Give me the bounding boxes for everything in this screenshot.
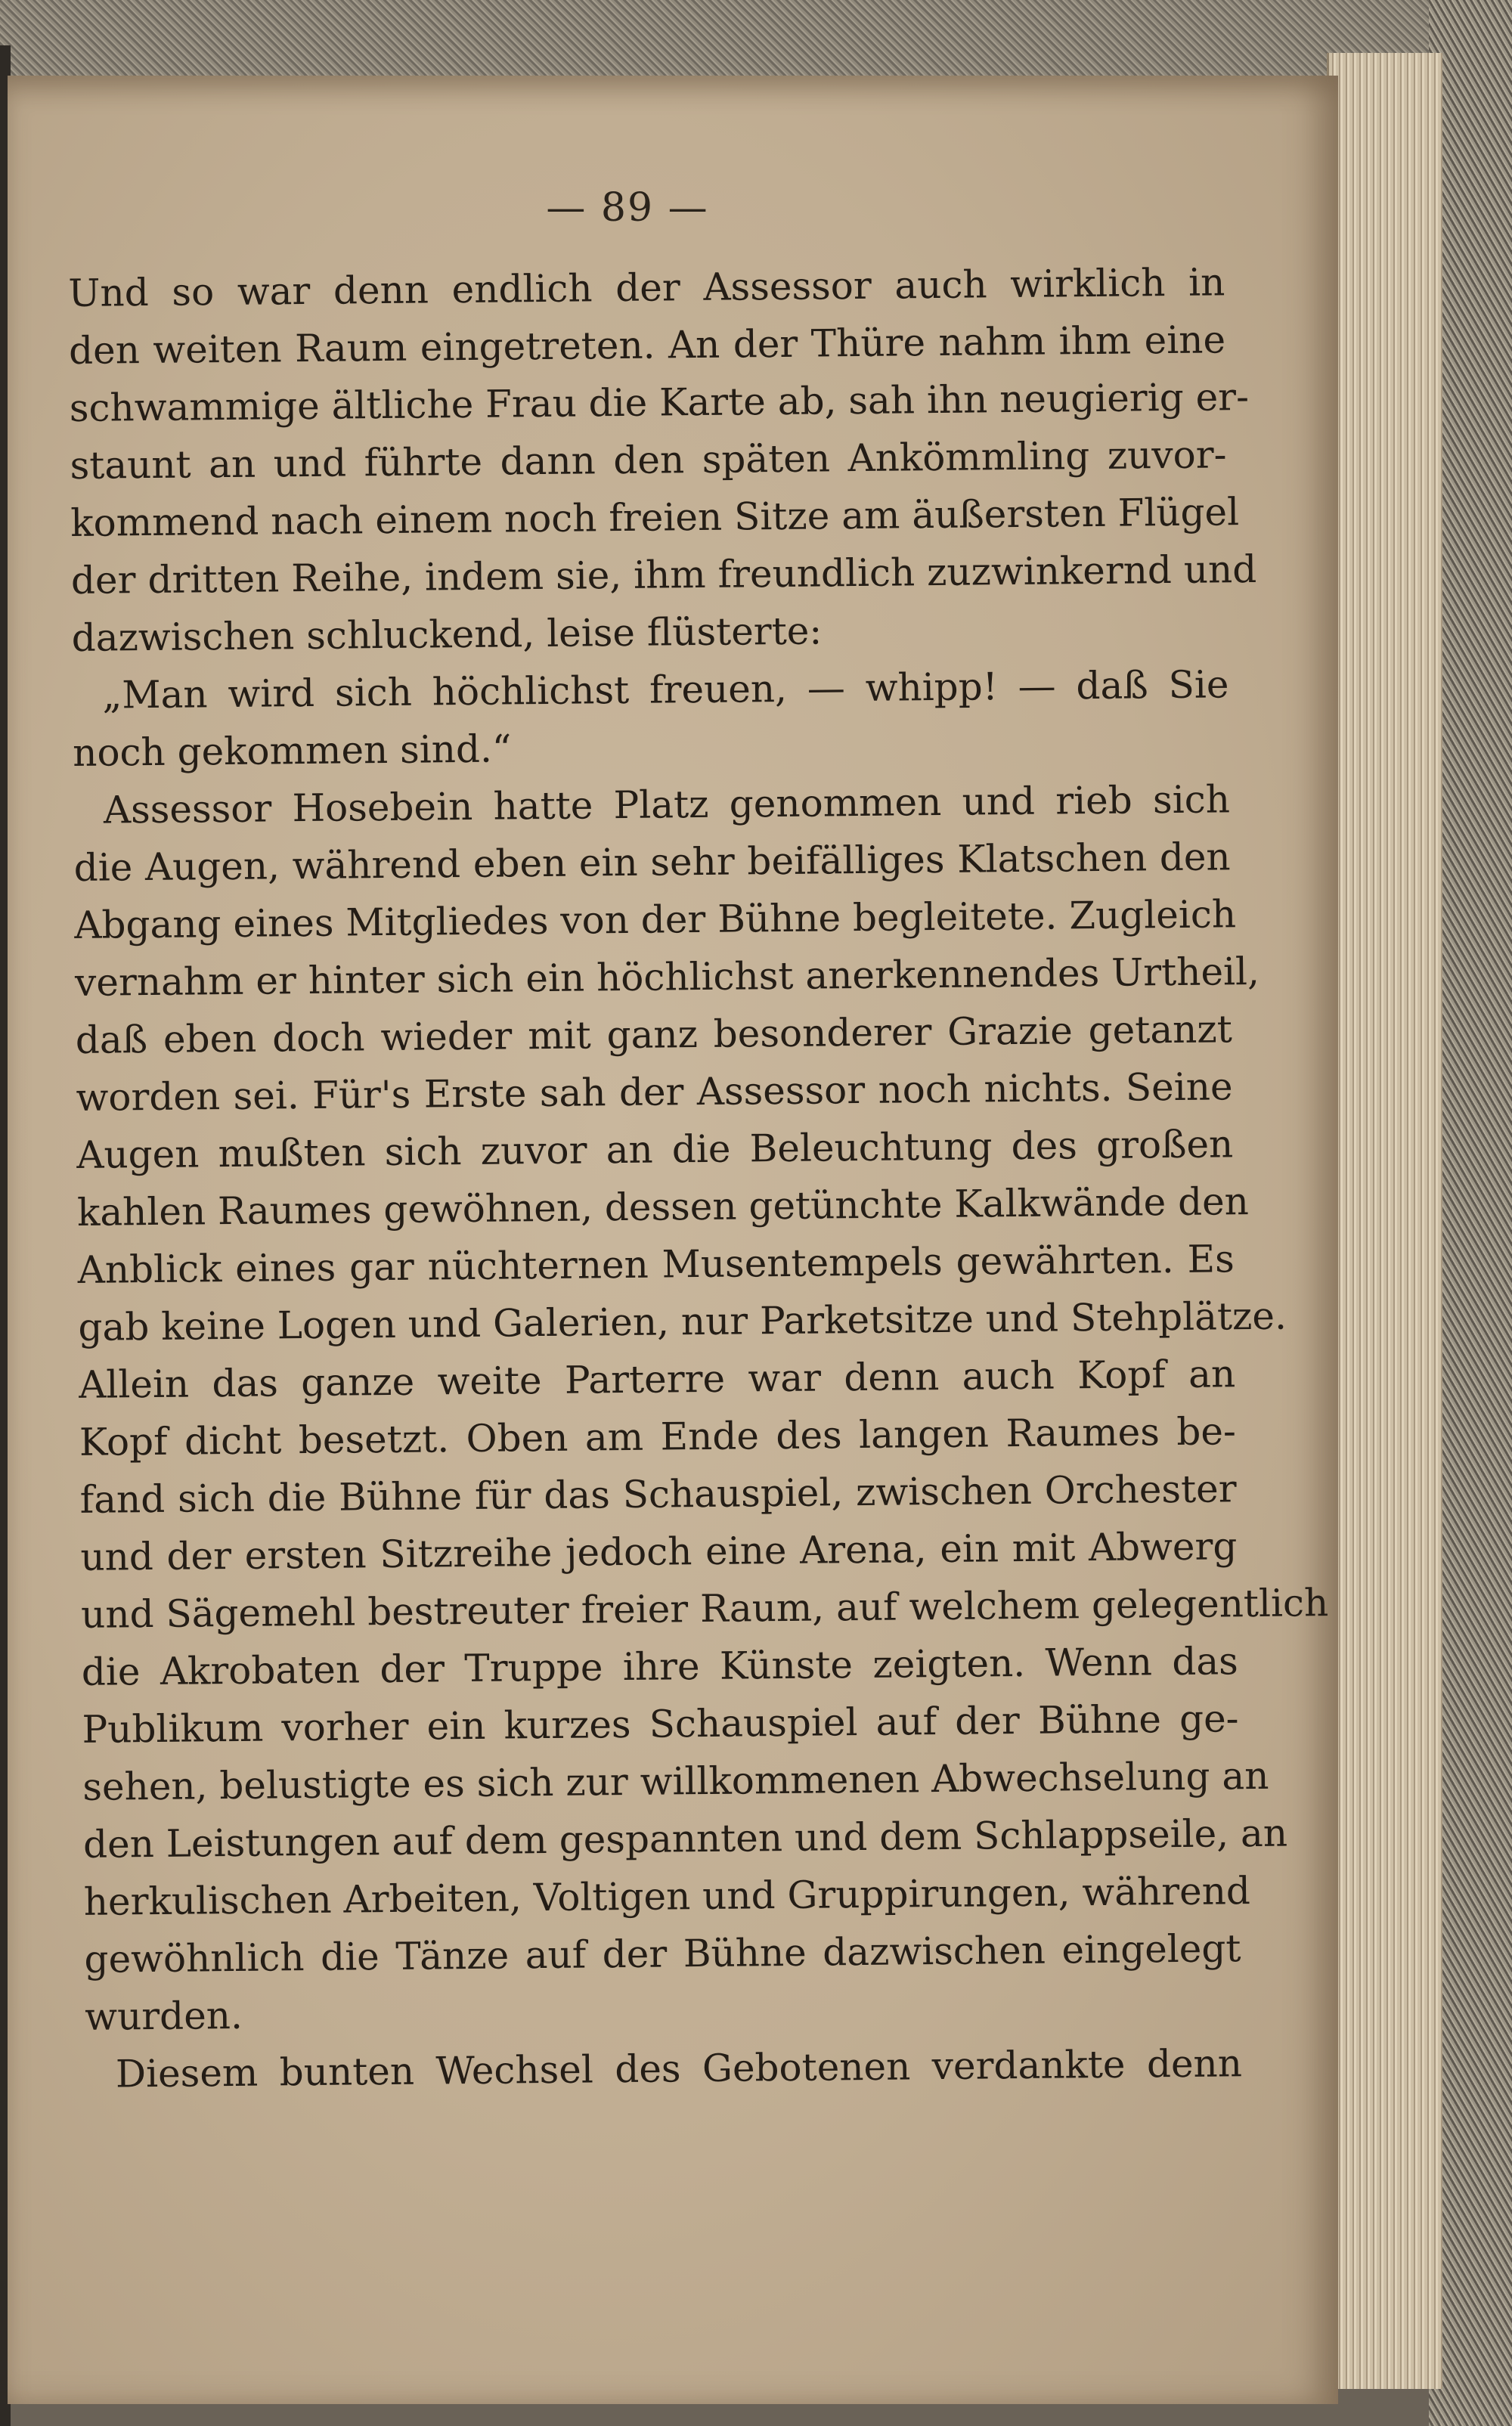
text-line: Allein das ganze weite Parterre war denn auch Kopf an bbox=[78, 1352, 1236, 1407]
body-text bbox=[68, 253, 1329, 2103]
text-line: kahlen Raumes gewöhnen, dessen getünchte Kalkwände den bbox=[76, 1179, 1250, 1235]
text-line: worden sei. Für's Erste sah der Assessor noch nichts. Seine bbox=[76, 1064, 1233, 1120]
text-line: Assessor Hosebein hatte Platz genommen und rieb sich bbox=[103, 777, 1231, 832]
text-line: noch gekommen sind.“ bbox=[72, 727, 512, 775]
text-line: kommend nach einem noch freien Sitze am äußersten Flügel bbox=[70, 490, 1240, 545]
text-line: wurden. bbox=[84, 1993, 243, 2039]
text-line: daß eben doch wieder mit ganz besonderer Grazie getanzt bbox=[75, 1007, 1233, 1062]
page-edges bbox=[1327, 53, 1442, 2389]
text-line: Augen mußten sich zuvor an die Beleuchtung des großen bbox=[76, 1122, 1234, 1177]
text-line: staunt an und führte dann den späten Ankömmling zuvor- bbox=[70, 432, 1227, 488]
text-line: schwammige ältliche Frau die Karte ab, sah ihn neugierig er- bbox=[69, 375, 1250, 430]
text-line: den Leistungen auf dem gespannten und dem Schlappseile, an bbox=[82, 1811, 1288, 1867]
text-line: den weiten Raum eingetreten. An der Thüre nahm ihm eine bbox=[68, 318, 1226, 373]
text-line: gewöhnlich die Tänze auf der Bühne dazwischen eingelegt bbox=[84, 1926, 1241, 1981]
text-line: gab keine Logen und Galerien, nur Parketsitze und Stehplätze. bbox=[78, 1294, 1287, 1349]
text-line: vernahm er hinter sich ein höchlichst anerkennendes Urtheil, bbox=[74, 949, 1260, 1005]
text-line: Anblick eines gar nüchternen Musentempels gewährten. Es bbox=[77, 1237, 1235, 1292]
text-line: die Akrobaten der Truppe ihre Künste zeigten. Wenn das bbox=[81, 1639, 1239, 1694]
text-line: herkulischen Arbeiten, Voltigen und Gruppirungen, während bbox=[83, 1869, 1251, 1924]
text-line: Und so war denn endlich der Assessor auch wirklich in bbox=[68, 260, 1225, 315]
text-line: und Sägemehl bestreuter freier Raum, auf welchem gelegentlich bbox=[80, 1581, 1329, 1637]
text-line: der dritten Reihe, indem sie, ihm freundlich zuzwinkernd und bbox=[70, 547, 1257, 603]
book-page bbox=[8, 76, 1338, 2404]
text-line: und der ersten Sitzreihe jedoch eine Arena, ein mit Abwerg bbox=[80, 1524, 1238, 1579]
text-line: Diesem bunten Wechsel des Gebotenen verdankte denn bbox=[115, 2041, 1243, 2096]
text-line: „Man wird sich höchlichst freuen, — whipp! — daß Sie bbox=[102, 662, 1229, 717]
text-line: sehen, belustigte es sich zur willkommenen Abwechselung an bbox=[82, 1753, 1269, 1809]
page-number: — 89 — bbox=[546, 185, 709, 231]
text-line: dazwischen schluckend, leise flüsterte: bbox=[71, 609, 823, 660]
text-line: die Augen, während eben ein sehr beifälliges Klatschen den bbox=[73, 835, 1231, 890]
text-line: Kopf dicht besetzt. Oben am Ende des langen Raumes be- bbox=[79, 1409, 1237, 1464]
text-line: Abgang eines Mitgliedes von der Bühne begleitete. Zugleich bbox=[74, 892, 1237, 947]
text-line: Publikum vorher ein kurzes Schauspiel auf der Bühne ge- bbox=[82, 1696, 1239, 1752]
text-line: fand sich die Bühne für das Schauspiel, zwischen Orchester bbox=[79, 1467, 1237, 1522]
